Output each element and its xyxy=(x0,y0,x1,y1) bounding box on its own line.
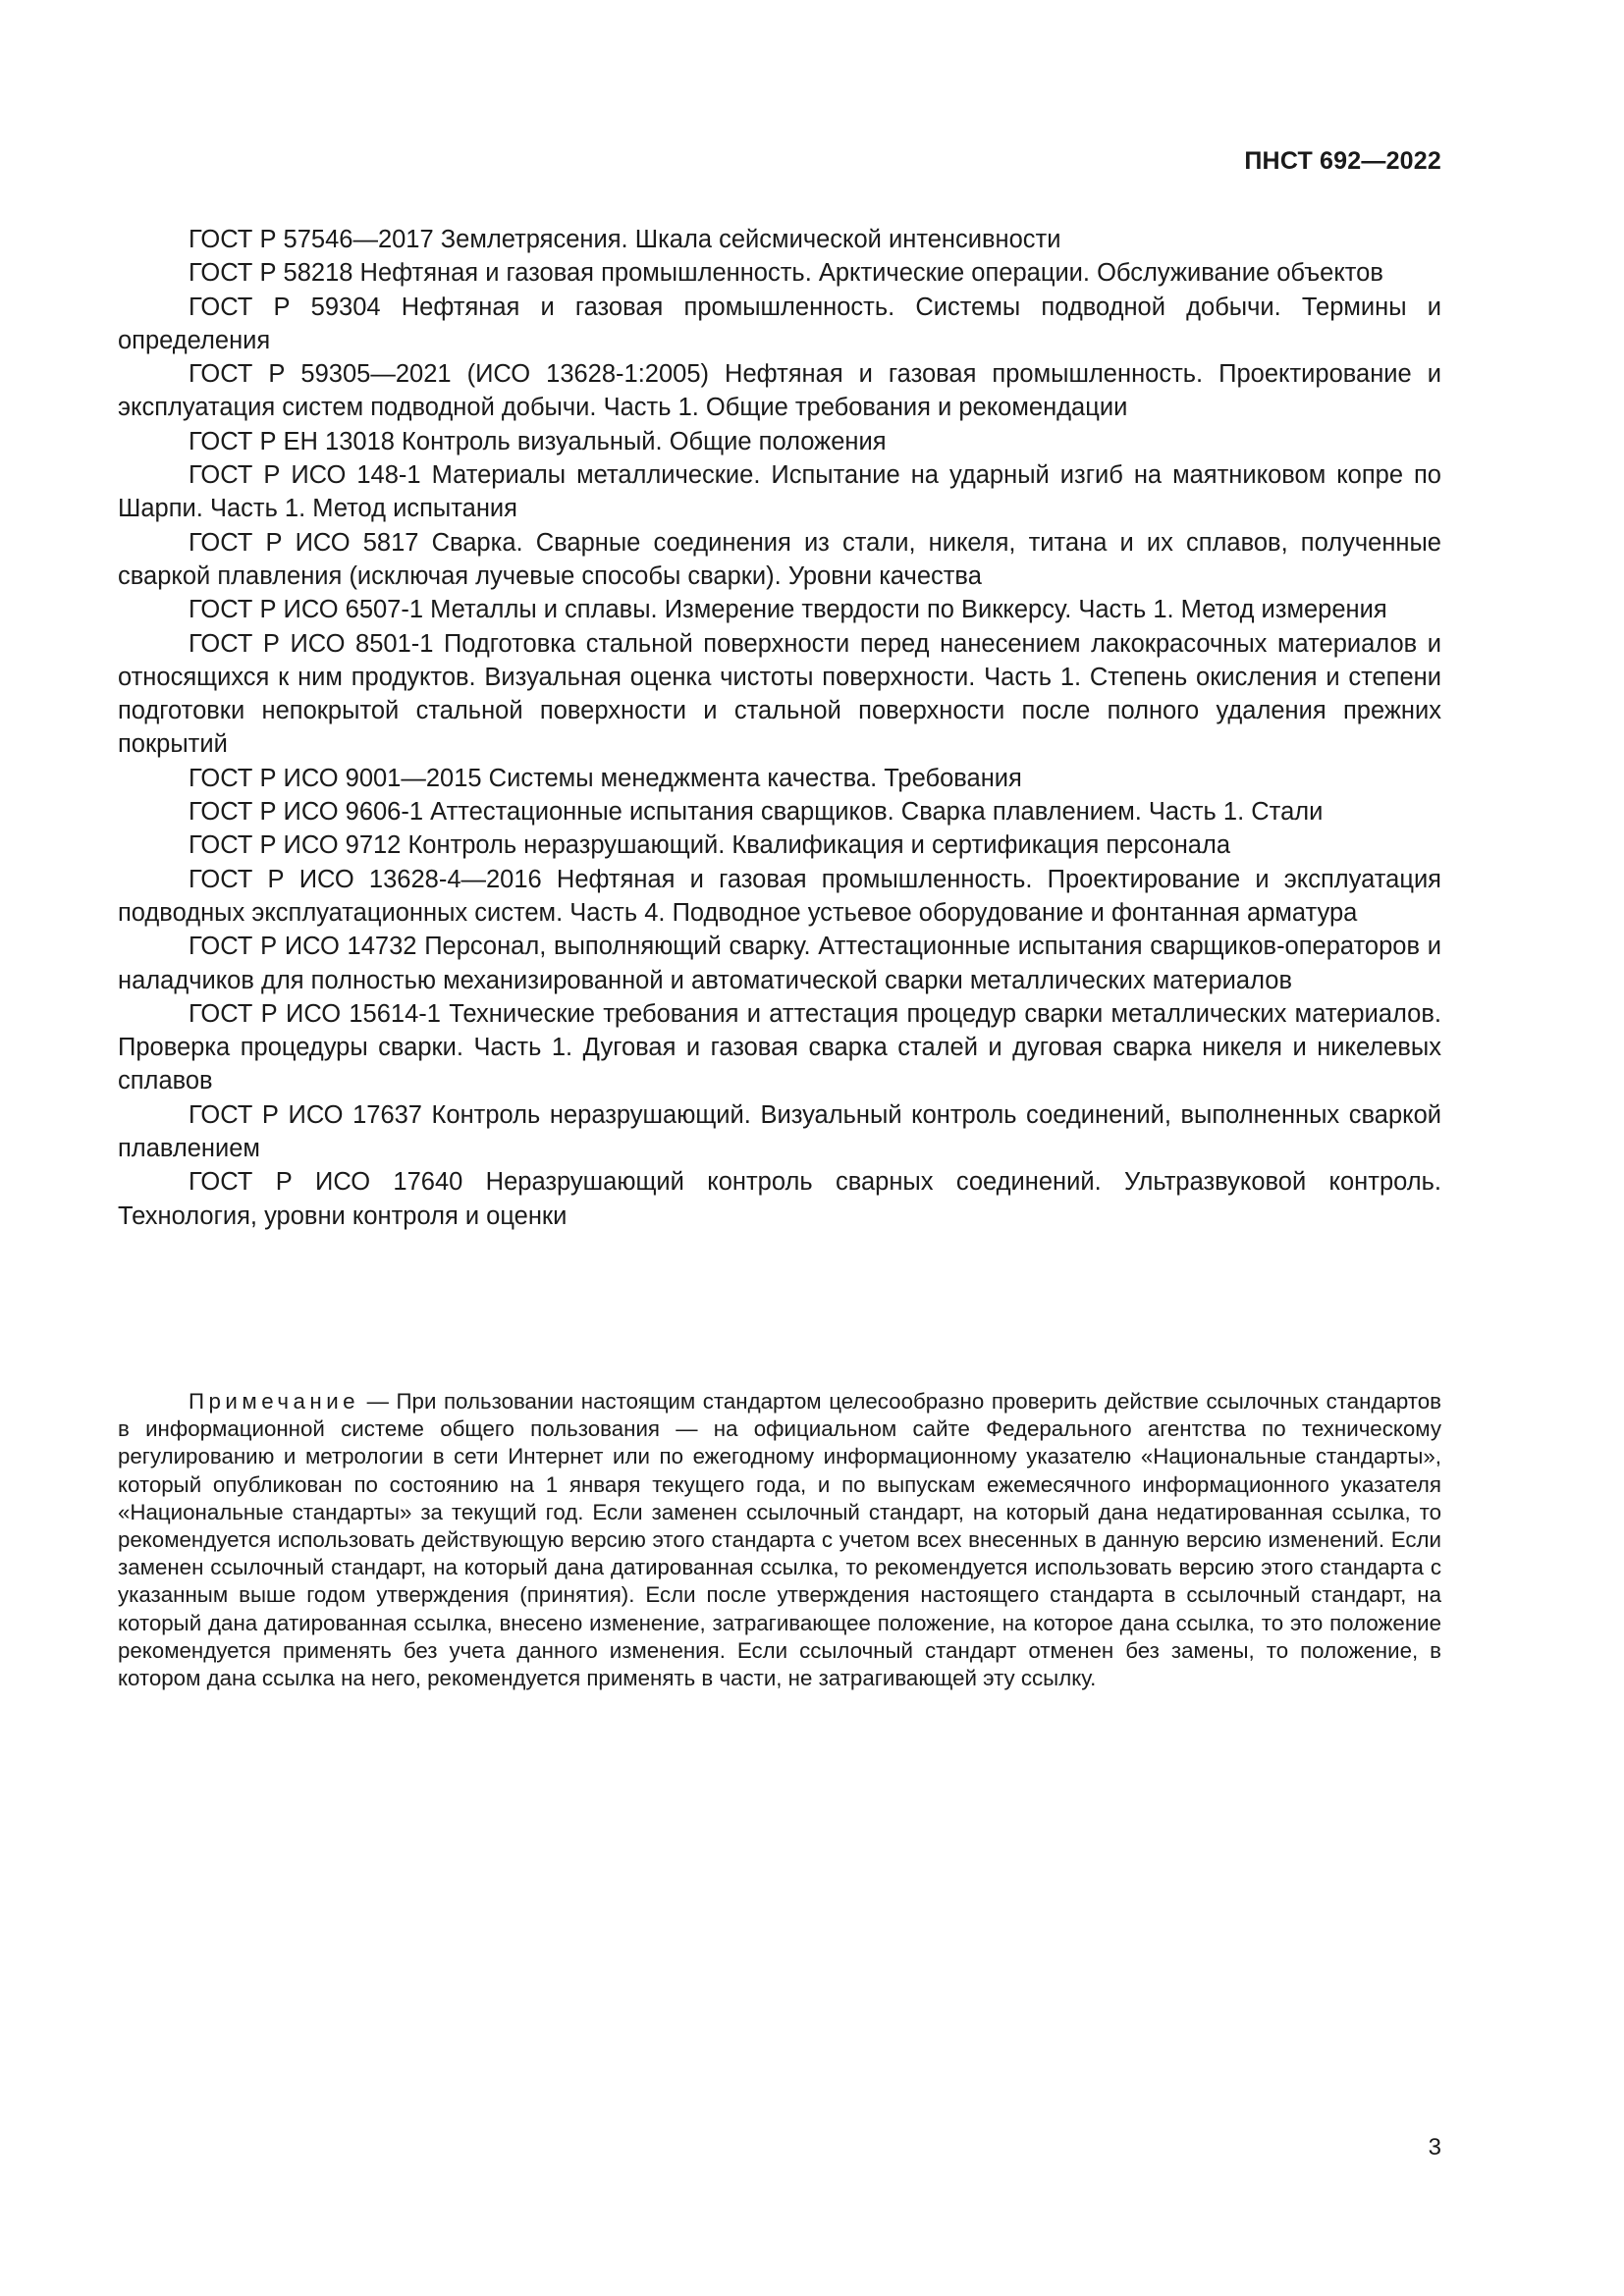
reference-item: ГОСТ Р 59304 Нефтяная и газовая промышленность. Системы подводной добычи. Термины и определения xyxy=(118,293,1441,354)
reference-item: ГОСТ Р 58218 Нефтяная и газовая промышленность. Арктические операции. Обслуживание объектов xyxy=(189,259,1383,288)
note-text: — При пользовании настоящим стандартом целесообразно проверить действие ссылочных стандартов в информационной системе общего пользования — на официальном сайте Федерального агентства по техническому регулированию и метрологии в сети Интернет или по ежегодному информационному указателю «Национальные стандарты», который опубликован по состоянию на 1 января текущего года, и по выпускам ежемесячного информационного указателя «Национальные стандарты» за текущий год. Если заменен ссылочный стандарт, на который дана недатированная ссылка, то рекомендуется использовать действующую версию этого стандарта с учетом всех внесенных в данную версию изменений. Если заменен ссылочный стандарт, на который дана датированная ссылка, то рекомендуется использовать версию этого стандарта с указанным выше годом утверждения (принятия). Если после утверждения настоящего стандарта в ссылочный стандарт, на который дана датированная ссылка, внесено изменение, затрагивающее положение, на которое дана ссылка, то это положение рекомендуется применять без учета данного изменения. Если ссылочный стандарт отменен без замены, то положение, в котором дана ссылка на него, рекомендуется применять в части, не затрагивающей эту ссылку. xyxy=(118,1389,1441,1691)
reference-item: ГОСТ Р ИСО 6507-1 Металлы и сплавы. Измерение твердости по Виккерсу. Часть 1. Метод измерения xyxy=(189,596,1387,624)
document-code: ПНСТ 692—2022 xyxy=(1244,147,1441,175)
reference-item: ГОСТ Р ИСО 15614-1 Технические требования и аттестация процедур сварки металлических материалов. Проверка процедуры сварки. Часть 1. Дуговая и газовая сварка сталей и дуговая сварка никеля и никелевых сплавов xyxy=(118,999,1441,1095)
reference-item: ГОСТ Р ИСО 17637 Контроль неразрушающий. Визуальный контроль соединений, выполненных сваркой плавлением xyxy=(118,1100,1441,1163)
reference-item: ГОСТ Р ИСО 148-1 Материалы металлические. Испытание на ударный изгиб на маятниковом копре по Шарпи. Часть 1. Метод испытания xyxy=(118,461,1441,523)
reference-item: ГОСТ Р ИСО 13628-4—2016 Нефтяная и газовая промышленность. Проектирование и эксплуатация подводных эксплуатационных систем. Часть 4. Подводное устьевое оборудование и фонтанная арматура xyxy=(118,865,1441,927)
reference-item: ГОСТ Р 59305—2021 (ИСО 13628-1:2005) Нефтяная и газовая промышленность. Проектирование и эксплуатация систем подводной добычи. Часть 1. Общие требования и рекомендации xyxy=(118,360,1441,422)
reference-item: ГОСТ Р ИСО 17640 Неразрушающий контроль сварных соединений. Ультразвуковой контроль. Технология, уровни контроля и оценки xyxy=(118,1168,1441,1230)
reference-item: ГОСТ Р ИСО 5817 Сварка. Сварные соединения из стали, никеля, титана и их сплавов, полученные сваркой плавления (исключая лучевые способы сварки). Уровни качества xyxy=(118,528,1441,590)
reference-item: ГОСТ Р ИСО 9712 Контроль неразрушающий. Квалификация и сертификация персонала xyxy=(189,831,1231,860)
reference-item: ГОСТ Р 57546—2017 Землетрясения. Шкала сейсмической интенсивности xyxy=(189,226,1061,253)
reference-item: ГОСТ Р ИСО 8501-1 Подготовка стальной поверхности перед нанесением лакокрасочных материалов и относящихся к ним продуктов. Визуальная оценка чистоты поверхности. Часть 1. Степень окисления и степени подготовки непокрытой стальной поверхности и стальной поверхности после полного удаления прежних покрытий xyxy=(118,629,1441,759)
reference-item: ГОСТ Р ИСО 9606-1 Аттестационные испытания сварщиков. Сварка плавлением. Часть 1. Стали xyxy=(189,798,1324,827)
reference-item: ГОСТ Р ИСО 9001—2015 Системы менеджмента качества. Требования xyxy=(189,764,1022,792)
page-number: 3 xyxy=(1428,2134,1441,2161)
note-label: Примечание xyxy=(189,1389,360,1414)
normative-references-list xyxy=(118,223,1441,1233)
reference-item: ГОСТ Р ИСО 14732 Персонал, выполняющий сварку. Аттестационные испытания сварщиков-операторов и наладчиков для полностью механизированной и автоматической сварки металлических материалов xyxy=(118,933,1441,994)
reference-item: ГОСТ Р ЕН 13018 Контроль визуальный. Общие положения xyxy=(189,427,887,455)
note-paragraph xyxy=(118,1388,1441,1692)
